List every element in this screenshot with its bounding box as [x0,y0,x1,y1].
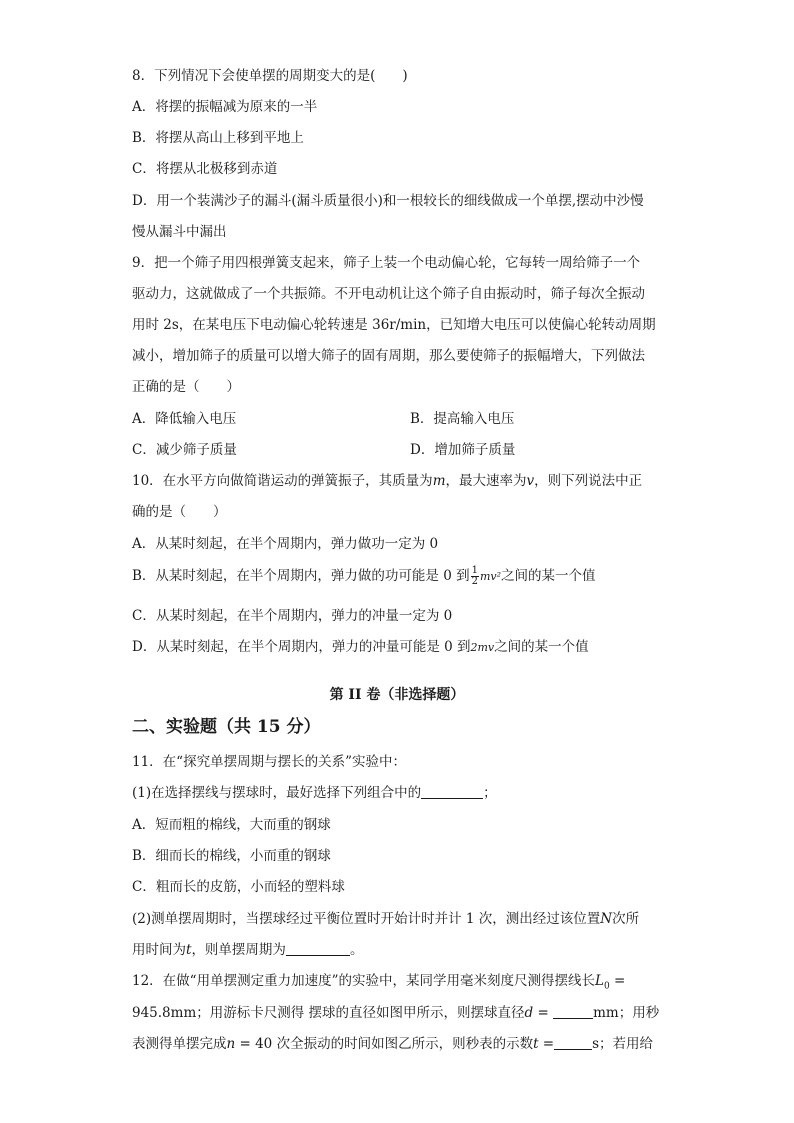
q11-part1: (1)在选择摆线与摆球时，最好选择下列组合中的 ； [132,785,497,801]
q12-stem-line1: 12．在做“用单摆测定重力加速度”的实验中，某同学用毫米刻度尺测得摆线长$L_0$ = [132,973,626,992]
kinetic-energy-expr: mv² [479,570,502,583]
q9-stem-line1: 9．把一个筛子用四根弹簧支起来，筛子上装一个电动偏心轮，它每转一周给筛子一个 [132,255,641,271]
q9-options-row1 [132,410,236,428]
part2-title: 第 II 卷（非选择题） [329,687,465,703]
q9-option-b: B．提高输入电压 [410,411,515,427]
time-symbol: t [186,942,192,958]
q8-stem: 8．下列情况下会使单摆的周期变大的是( ) [132,68,408,84]
q9-option-d: D．增加筛子质量 [410,442,516,458]
q12-stem-line3: 表测得单摆完成n = 40 次全振动的时间如图乙所示，则秒表的示数t = s；若用给 [132,1036,654,1052]
q12-stem-line2: 945.8mm；用游标卡尺测得 摆球的直径如图甲所示，则摆球直径d = mm；用秒 [132,1005,660,1021]
q10-stem-line2: 确的是（ ） [132,504,227,520]
q10-option-d: D．从某时刻起，在半个周期内，弹力的冲量可能是 0 到2mv之间的某一个值 [132,639,589,655]
q11-option-c: C．粗而长的皮筋，小而轻的塑料球 [132,879,345,895]
q11-stem: 11．在“探究单摆周期与摆长的关系”实验中： [132,754,406,770]
q11-option-b: B．细而长的棉线，小而重的钢球 [132,848,331,864]
q11-part2-line2: 用时间为t，则单摆周期为 。 [132,942,364,958]
q10-stem-line1: 10．在水平方向做简谐运动的弹簧振子，其质量为m，最大速率为v，则下列说法中正 [132,473,643,489]
t-symbol: t [533,1036,539,1052]
answer-blank[interactable] [421,784,483,799]
answer-blank[interactable] [286,941,350,956]
q10-option-b: B．从某时刻起，在半个周期内，弹力做的功可能是 0 到 $\frac{1}{2}$ mv²之间的某一个值 [132,565,596,587]
q11-part2-line1: (2)测单摆周期时，当摆球经过平衡位置时开始计时并计 1 次，测出经过该位置N次所 [132,911,640,927]
answer-blank[interactable] [554,1035,592,1050]
q8-option-d-line1: D．用一个装满沙子的漏斗(漏斗质量很小)和一根较长的细线做成一个单摆,摆动中沙慢 [132,193,644,209]
q8-option-a: A．将摆的振幅减为原来的一半 [132,99,318,115]
count-symbol: N [600,911,613,927]
q9-stem-line2: 驱动力，这就做成了一个共振筛。不开电动机让这个筛子自由振动时，筛子每次全振动 [132,286,645,302]
momentum-expr: 2mv [470,641,495,654]
diameter-symbol: d [524,1005,534,1021]
q9-option-c: C．减少筛子质量 [132,442,237,458]
q9-option-a: A．降低输入电压 [132,411,237,427]
q8-option-d-line2: 慢从漏斗中漏出 [132,224,227,240]
length-symbol: L [594,973,604,989]
answer-blank[interactable] [553,1004,593,1019]
q8-option-b: B．将摆从高山上移到平地上 [132,130,304,146]
q10-option-a: A．从某时刻起，在半个周期内，弹力做功一定为 0 [132,536,439,552]
n-symbol: n [226,1036,236,1052]
q9-stem-line4: 减小，增加筛子的质量可以增大筛子的固有周期，那么要使筛子的振幅增大，下列做法 [132,348,645,364]
velocity-symbol: v [526,473,535,489]
section2-title: 二、实验题（共 15 分） [132,717,321,737]
mass-symbol: m [432,473,446,489]
q9-stem-line3: 用时 2s，在某电压下电动偏心轮转速是 36r/min，已知增大电压可以使偏心轮转动周期 [132,317,656,333]
q10-option-c: C．从某时刻起，在半个周期内，弹力的冲量一定为 0 [132,608,453,624]
q8-option-c: C．将摆从北极移到赤道 [132,161,278,177]
one-half-fraction: $\frac{1}{2}$ [471,565,478,587]
q11-option-a: A．短而粗的棉线，大而重的钢球 [132,817,331,833]
q9-stem-line5: 正确的是（ ） [132,379,240,395]
